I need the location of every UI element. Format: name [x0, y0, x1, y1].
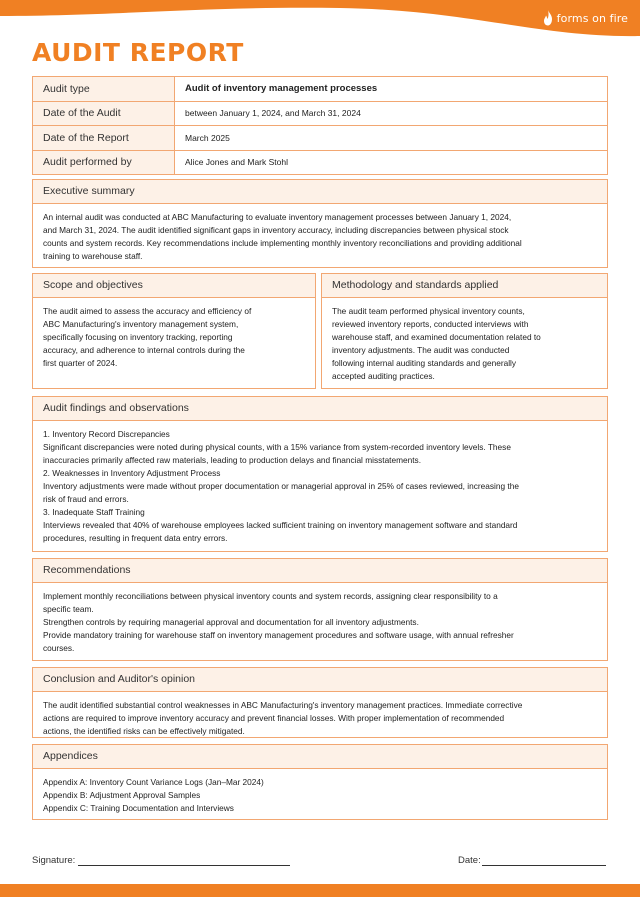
text-line: Implement monthly reconciliations between physical inventory counts and system records, assigning clear responsibility to a: [43, 591, 498, 601]
info-value: Alice Jones and Mark Stohl: [175, 150, 608, 175]
table-row: [33, 101, 608, 126]
info-value: March 2025: [175, 126, 608, 151]
info-key: Date of the Report: [33, 126, 175, 151]
section-heading: Executive summary: [33, 180, 607, 204]
text-line: Interviews revealed that 40% of warehouse employees lacked sufficient training on inventory management software and standard: [43, 520, 518, 530]
text-line: courses.: [43, 643, 75, 653]
audit-info-table: [32, 76, 608, 175]
section-body: [33, 583, 607, 655]
text-line: Appendix C: Training Documentation and Interviews: [43, 803, 234, 813]
table-row: [33, 150, 608, 175]
findings-section: [32, 396, 608, 552]
text-line: warehouse staff, and examined documentation related to: [332, 332, 541, 342]
info-key: Audit type: [33, 77, 175, 102]
text-line: Inventory adjustments were made without proper documentation or managerial approval in 25% of cases reviewed, increasing the: [43, 481, 519, 491]
text-line: Appendix B: Adjustment Approval Samples: [43, 790, 201, 800]
info-key: Date of the Audit: [33, 101, 175, 126]
text-line: Strengthen controls by requiring managerial approval and documentation for all inventory adjustments.: [43, 617, 419, 627]
text-line: 3. Inadequate Staff Training: [43, 507, 145, 517]
text-line: The audit identified substantial control weaknesses in ABC Manufacturing's inventory management practices. Immediate corrective: [43, 700, 523, 710]
section-body: [33, 421, 607, 545]
text-line: 2. Weaknesses in Inventory Adjustment Process: [43, 468, 221, 478]
brand-name: forms on fire: [556, 11, 628, 25]
section-body: [33, 692, 607, 738]
section-heading: Conclusion and Auditor's opinion: [33, 668, 607, 692]
signature-line[interactable]: [78, 856, 290, 866]
text-line: training to warehouse staff.: [43, 251, 143, 261]
section-body: [33, 204, 607, 263]
text-line: counts and system records. Key recommendations include implementing monthly inventory reconciliations and providing additional: [43, 238, 522, 248]
section-heading: Scope and objectives: [33, 274, 315, 298]
text-line: actions are required to improve inventory accuracy and prevent financial losses. With proper implementation of recommended: [43, 713, 505, 723]
methodology-section: [321, 273, 608, 389]
text-line: 1. Inventory Record Discrepancies: [43, 429, 170, 439]
date-line[interactable]: [482, 856, 606, 866]
text-line: and March 31, 2024. The audit identified significant gaps in inventory accuracy, including discrepancies between physical stock: [43, 225, 509, 235]
text-line: An internal audit was conducted at ABC Manufacturing to evaluate inventory management processes between January 1, 2024,: [43, 212, 512, 222]
text-line: inventory adjustments. The audit was conducted: [332, 345, 510, 355]
recommendations-section: [32, 558, 608, 661]
text-line: actions, the identified risks can be effectively mitigated.: [43, 726, 245, 736]
text-line: procedures, resulting in frequent data entry errors.: [43, 533, 228, 543]
section-heading: Audit findings and observations: [33, 397, 607, 421]
text-line: following internal auditing standards and generally: [332, 358, 517, 368]
info-value: Audit of inventory management processes: [175, 77, 608, 102]
section-body: [322, 298, 607, 383]
text-line: The audit team performed physical inventory counts,: [332, 306, 525, 316]
appendices-section: [32, 744, 608, 820]
text-line: accepted auditing practices.: [332, 371, 435, 381]
text-line: Appendix A: Inventory Count Variance Logs (Jan–Mar 2024): [43, 777, 264, 787]
text-line: risk of fraud and errors.: [43, 494, 129, 504]
brand-logo: [542, 10, 628, 26]
signature-field[interactable]: [32, 855, 290, 866]
text-line: inaccuracies primarily affected raw materials, leading to production delays and financial misstatements.: [43, 455, 421, 465]
scope-section: [32, 273, 316, 389]
footer-bar: [0, 884, 640, 897]
info-key: Audit performed by: [33, 150, 175, 175]
text-line: The audit aimed to assess the accuracy and efficiency of: [43, 306, 252, 316]
section-heading: Recommendations: [33, 559, 607, 583]
table-row: [33, 126, 608, 151]
text-line: ABC Manufacturing's inventory management system,: [43, 319, 239, 329]
text-line: Provide mandatory training for warehouse staff on inventory management procedures and software usage, with annual refresher: [43, 630, 514, 640]
conclusion-section: [32, 667, 608, 738]
info-value: between January 1, 2024, and March 31, 2024: [175, 101, 608, 126]
section-heading: Methodology and standards applied: [322, 274, 607, 298]
text-line: first quarter of 2024.: [43, 358, 118, 368]
flame-icon: [542, 10, 554, 26]
signature-label: Signature:: [32, 855, 76, 866]
table-row: [33, 77, 608, 102]
text-line: reviewed inventory reports, conducted interviews with: [332, 319, 529, 329]
text-line: specifically focusing on inventory tracking, reporting: [43, 332, 233, 342]
section-body: [33, 769, 607, 815]
text-line: accuracy, and adherence to internal controls during the: [43, 345, 245, 355]
page-title: AUDIT REPORT: [32, 38, 244, 67]
date-label: Date:: [458, 855, 481, 866]
text-line: specific team.: [43, 604, 94, 614]
executive-summary-section: [32, 179, 608, 268]
section-heading: Appendices: [33, 745, 607, 769]
date-field[interactable]: [458, 855, 606, 866]
section-body: [33, 298, 315, 370]
text-line: Significant discrepancies were noted during physical counts, with a 15% variance from system-recorded inventory levels. These: [43, 442, 511, 452]
